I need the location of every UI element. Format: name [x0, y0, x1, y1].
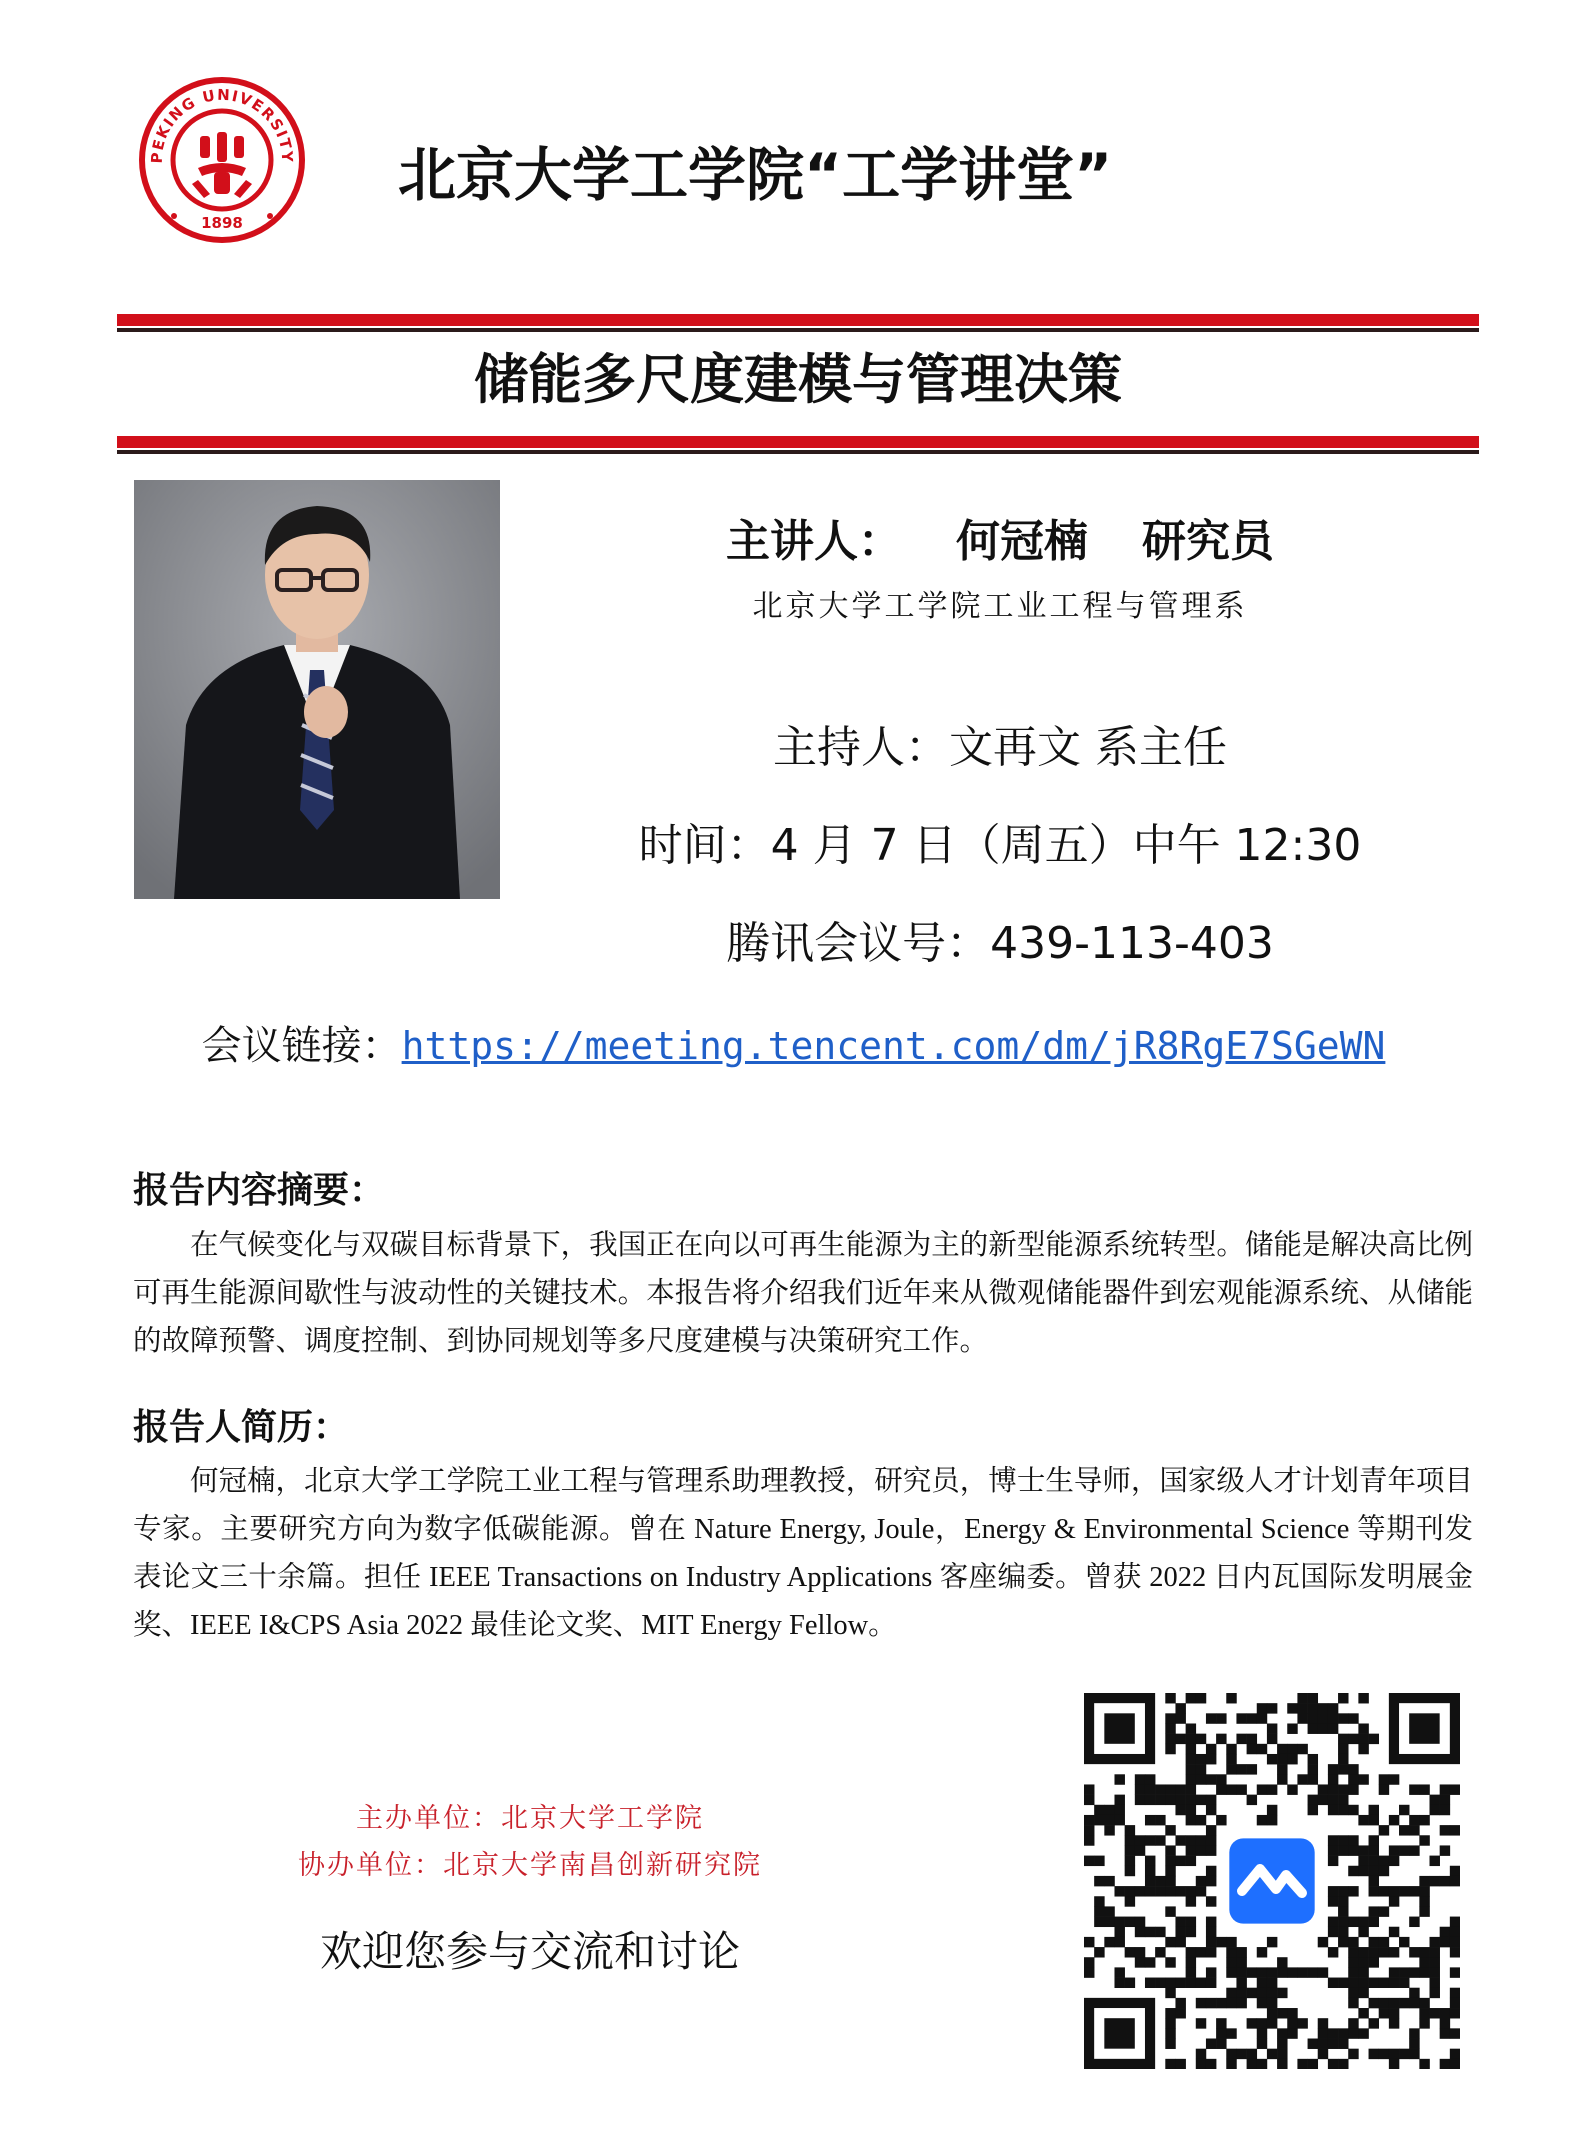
time-line: 时间：4 月 7 日（周五）中午 12:30 [638, 820, 1362, 871]
host-line: 主持人：文再文 系主任 [773, 722, 1227, 773]
abstract-heading: 报告内容摘要： [133, 1169, 386, 1211]
bio-heading: 报告人简历： [133, 1406, 350, 1448]
abstract-body: 在气候变化与双碳目标背景下，我国正在向以可再生能源为主的新型能源系统转型。储能是解决高比例可再生能源间歇性与波动性的关键技术。本报告将介绍我们近年来从微观储能器件到宏观能源系统、从储能的故障预警、调度控制、到协同规划等多尺度建模与决策研究工作。 [133, 1230, 1473, 1357]
logo-university-text: PEKING UNIVERSITY [147, 85, 297, 164]
lecture-title: 储能多尺度建模与管理决策 [474, 348, 1122, 411]
meeting-link[interactable]: https://meeting.tencent.com/dm/jR8RgE7SGeWN [401, 1024, 1386, 1068]
page-title: 北京大学工学院“工学讲堂” [398, 141, 1113, 209]
speaker-line [520, 514, 1480, 570]
logo-year-text: 1898 [201, 214, 243, 232]
speaker-photo [134, 480, 500, 899]
welcome-text: 欢迎您参与交流和讨论 [319, 1927, 740, 1976]
meeting-link-line [60, 1018, 1527, 1074]
peking-university-logo [138, 76, 306, 244]
tencent-meeting-qr-code-icon[interactable] [1084, 1693, 1460, 2069]
meeting-link-label: 会议链接： [201, 1023, 402, 1069]
bio-body: 何冠楠，北京大学工学院工业工程与管理系助理教授，研究员，博士生导师，国家级人才计划青年项目专家。主要研究方向为数字低碳能源。曾在 Nature Energy, Joule，Energy & Environmental Science 等期刊发表论文三十余篇。担任 IEEE Transactions on Industry Applications 客座编委。曾获 2022 日内瓦国际发明展金奖、IEEE I&CPS Asia 2022 最佳论文奖、MIT Energy Fellow。 [133, 1466, 1473, 1641]
organizer-text: 主办单位：北京大学工学院 [356, 1803, 704, 1834]
speaker-position: 研究员 [1142, 516, 1274, 567]
speaker-affiliation: 北京大学工学院工业工程与管理系 [752, 589, 1248, 624]
peking-university-seal-icon [138, 76, 306, 244]
speaker-name: 何冠楠 [956, 516, 1088, 567]
meeting-id-line: 腾讯会议号：439-113-403 [726, 918, 1274, 969]
co-organizer-text: 协办单位：北京大学南昌创新研究院 [298, 1850, 762, 1881]
speaker-label: 主讲人： [726, 516, 902, 567]
